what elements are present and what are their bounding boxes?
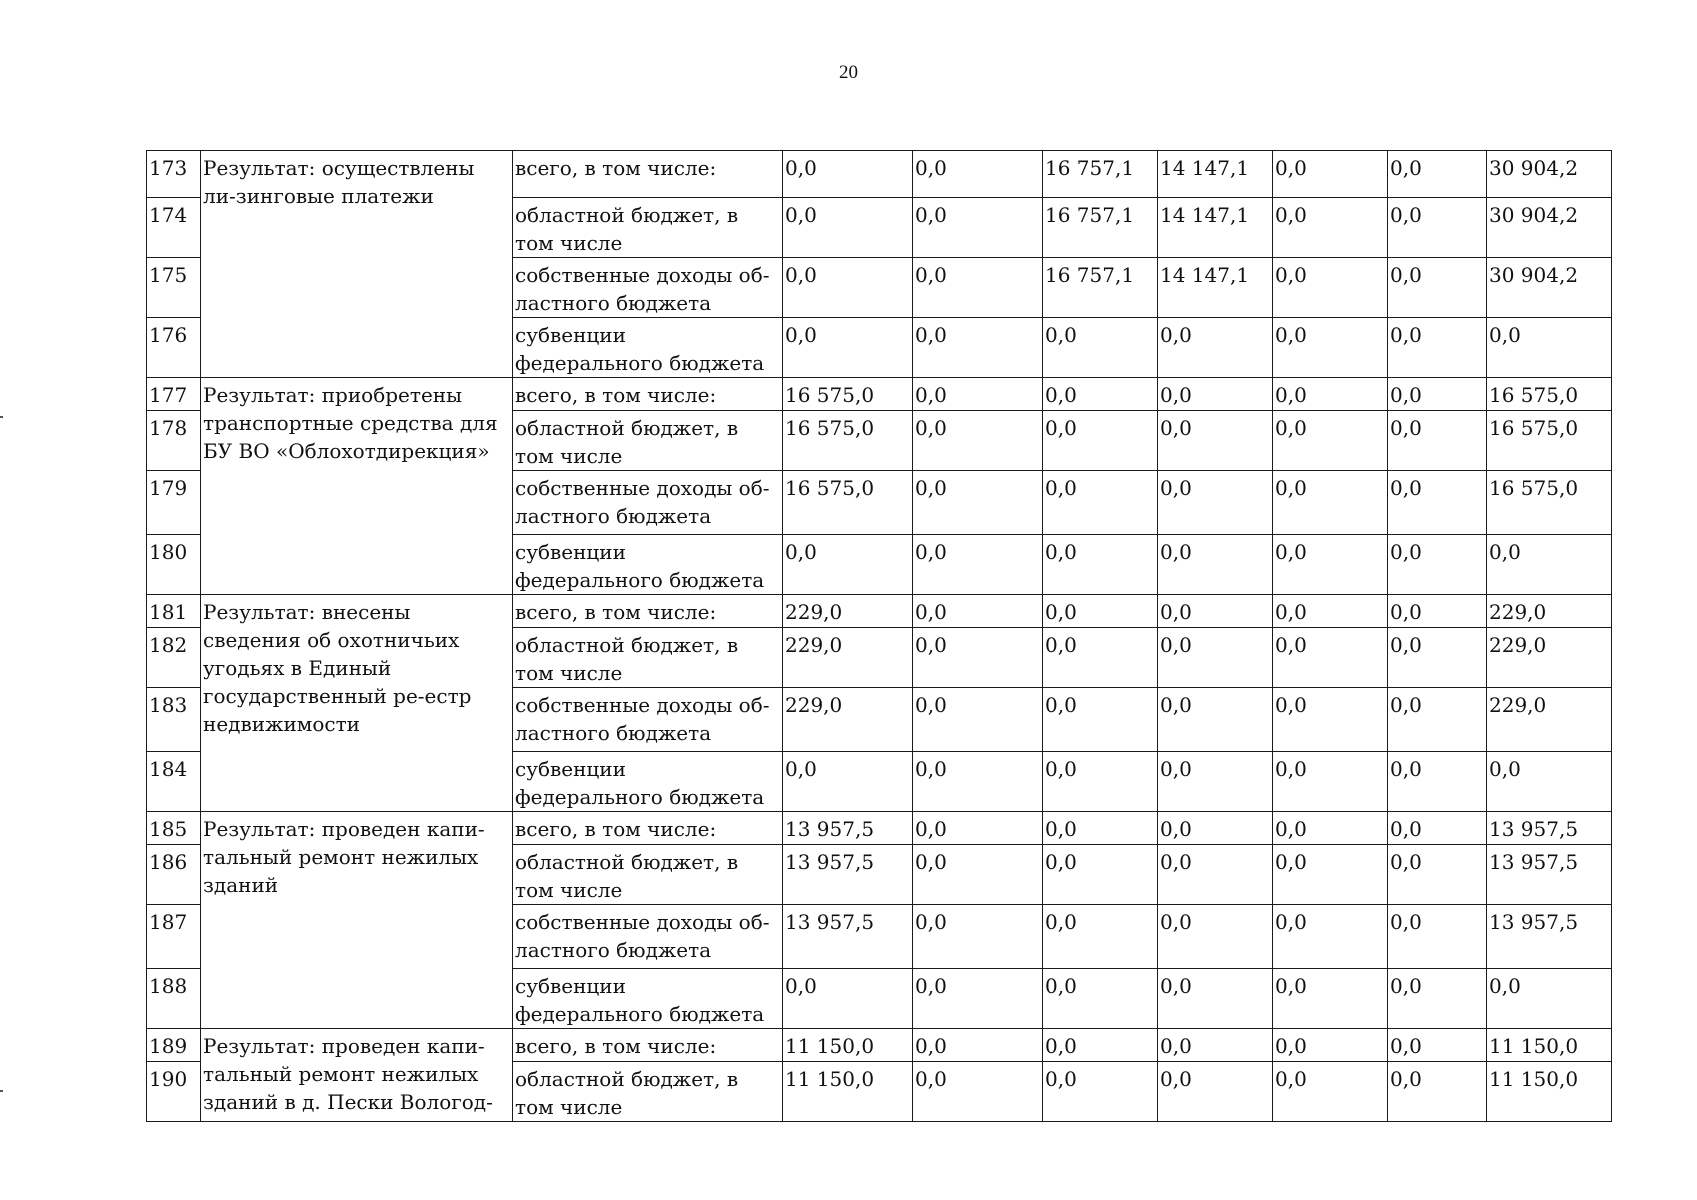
amount-cell: 0,0 bbox=[1388, 752, 1487, 812]
amount-cell: 0,0 bbox=[1043, 905, 1158, 969]
amount-cell: 0,0 bbox=[1043, 1029, 1158, 1062]
row-number: 190 bbox=[147, 1062, 201, 1122]
amount-cell: 0,0 bbox=[1043, 752, 1158, 812]
amount-cell: 0,0 bbox=[1273, 151, 1388, 198]
amount-cell: 16 575,0 bbox=[1487, 411, 1612, 471]
amount-cell: 16 575,0 bbox=[1487, 378, 1612, 411]
amount-cell: 0,0 bbox=[913, 845, 1043, 905]
amount-cell: 16 575,0 bbox=[783, 471, 913, 535]
row-number: 181 bbox=[147, 595, 201, 628]
amount-cell: 0,0 bbox=[1158, 969, 1273, 1029]
amount-cell: 0,0 bbox=[1273, 1029, 1388, 1062]
amount-cell: 0,0 bbox=[913, 628, 1043, 688]
amount-cell: 229,0 bbox=[1487, 595, 1612, 628]
amount-cell: 0,0 bbox=[1158, 595, 1273, 628]
amount-cell: 11 150,0 bbox=[783, 1062, 913, 1122]
amount-cell: 0,0 bbox=[1388, 151, 1487, 198]
funding-source: субвенции федерального бюджета bbox=[513, 969, 783, 1029]
table-row bbox=[147, 812, 1612, 845]
amount-cell: 0,0 bbox=[1273, 628, 1388, 688]
funding-source: собственные доходы об-ластного бюджета bbox=[513, 258, 783, 318]
row-number: 184 bbox=[147, 752, 201, 812]
row-number: 182 bbox=[147, 628, 201, 688]
amount-cell: 0,0 bbox=[1043, 628, 1158, 688]
result-description: Результат: проведен капи-тальный ремонт нежилых зданий bbox=[201, 812, 513, 1029]
amount-cell: 0,0 bbox=[1273, 318, 1388, 378]
amount-cell: 0,0 bbox=[783, 318, 913, 378]
amount-cell: 0,0 bbox=[1487, 969, 1612, 1029]
amount-cell: 13 957,5 bbox=[783, 905, 913, 969]
amount-cell: 14 147,1 bbox=[1158, 151, 1273, 198]
funding-source: субвенции федерального бюджета bbox=[513, 535, 783, 595]
amount-cell: 0,0 bbox=[1388, 471, 1487, 535]
amount-cell: 0,0 bbox=[913, 318, 1043, 378]
amount-cell: 0,0 bbox=[1043, 845, 1158, 905]
amount-cell: 0,0 bbox=[1388, 258, 1487, 318]
amount-cell: 30 904,2 bbox=[1487, 258, 1612, 318]
row-number: 180 bbox=[147, 535, 201, 595]
amount-cell: 0,0 bbox=[783, 752, 913, 812]
funding-source: всего, в том числе: bbox=[513, 378, 783, 411]
amount-cell: 0,0 bbox=[1043, 471, 1158, 535]
amount-cell: 0,0 bbox=[1388, 905, 1487, 969]
amount-cell: 229,0 bbox=[1487, 688, 1612, 752]
amount-cell: 0,0 bbox=[913, 258, 1043, 318]
amount-cell: 0,0 bbox=[1158, 411, 1273, 471]
funding-source: областной бюджет, в том числе bbox=[513, 411, 783, 471]
funding-source: всего, в том числе: bbox=[513, 595, 783, 628]
funding-source: всего, в том числе: bbox=[513, 1029, 783, 1062]
row-number: 176 bbox=[147, 318, 201, 378]
amount-cell: 0,0 bbox=[1273, 969, 1388, 1029]
row-number: 177 bbox=[147, 378, 201, 411]
amount-cell: 0,0 bbox=[1388, 535, 1487, 595]
amount-cell: 0,0 bbox=[1487, 752, 1612, 812]
result-description: Результат: внесены сведения об охотничьих угодьях в Единый государственный ре-естр недвижимости bbox=[201, 595, 513, 812]
amount-cell: 13 957,5 bbox=[783, 845, 913, 905]
funding-source: собственные доходы об-ластного бюджета bbox=[513, 905, 783, 969]
row-number: 185 bbox=[147, 812, 201, 845]
table-row bbox=[147, 595, 1612, 628]
row-number: 188 bbox=[147, 969, 201, 1029]
amount-cell: 229,0 bbox=[1487, 628, 1612, 688]
amount-cell: 11 150,0 bbox=[1487, 1029, 1612, 1062]
amount-cell: 0,0 bbox=[1388, 411, 1487, 471]
result-description: Результат: осуществлены ли-зинговые платежи bbox=[201, 151, 513, 378]
row-number: 183 bbox=[147, 688, 201, 752]
margin-mark bbox=[0, 416, 3, 418]
amount-cell: 0,0 bbox=[1158, 845, 1273, 905]
page-number: 20 bbox=[839, 62, 858, 83]
amount-cell: 0,0 bbox=[1388, 378, 1487, 411]
funding-source: всего, в том числе: bbox=[513, 151, 783, 198]
amount-cell: 13 957,5 bbox=[783, 812, 913, 845]
amount-cell: 229,0 bbox=[783, 628, 913, 688]
amount-cell: 0,0 bbox=[1158, 471, 1273, 535]
amount-cell: 0,0 bbox=[1388, 1062, 1487, 1122]
amount-cell: 11 150,0 bbox=[1487, 1062, 1612, 1122]
amount-cell: 16 757,1 bbox=[1043, 258, 1158, 318]
amount-cell: 0,0 bbox=[1273, 1062, 1388, 1122]
amount-cell: 0,0 bbox=[913, 1029, 1043, 1062]
amount-cell: 0,0 bbox=[1043, 595, 1158, 628]
amount-cell: 14 147,1 bbox=[1158, 198, 1273, 258]
amount-cell: 0,0 bbox=[1273, 535, 1388, 595]
amount-cell: 229,0 bbox=[783, 688, 913, 752]
amount-cell: 0,0 bbox=[1273, 812, 1388, 845]
amount-cell: 0,0 bbox=[1388, 595, 1487, 628]
amount-cell: 0,0 bbox=[1043, 1062, 1158, 1122]
amount-cell: 0,0 bbox=[913, 905, 1043, 969]
amount-cell: 0,0 bbox=[913, 151, 1043, 198]
amount-cell: 0,0 bbox=[913, 535, 1043, 595]
budget-table bbox=[146, 150, 1612, 1122]
amount-cell: 0,0 bbox=[1273, 258, 1388, 318]
amount-cell: 0,0 bbox=[783, 969, 913, 1029]
amount-cell: 0,0 bbox=[1388, 688, 1487, 752]
amount-cell: 16 757,1 bbox=[1043, 198, 1158, 258]
amount-cell: 0,0 bbox=[1273, 411, 1388, 471]
row-number: 186 bbox=[147, 845, 201, 905]
amount-cell: 0,0 bbox=[1273, 378, 1388, 411]
amount-cell: 0,0 bbox=[1043, 535, 1158, 595]
amount-cell: 0,0 bbox=[1388, 969, 1487, 1029]
amount-cell: 14 147,1 bbox=[1158, 258, 1273, 318]
amount-cell: 0,0 bbox=[1043, 378, 1158, 411]
amount-cell: 229,0 bbox=[783, 595, 913, 628]
table-body bbox=[147, 151, 1612, 1122]
result-description: Результат: приобретены транспортные средства для БУ ВО «Облохотдирекция» bbox=[201, 378, 513, 595]
funding-source: собственные доходы об-ластного бюджета bbox=[513, 471, 783, 535]
amount-cell: 16 575,0 bbox=[783, 411, 913, 471]
table-row bbox=[147, 1029, 1612, 1062]
funding-source: областной бюджет, в том числе bbox=[513, 628, 783, 688]
amount-cell: 0,0 bbox=[913, 969, 1043, 1029]
amount-cell: 0,0 bbox=[913, 688, 1043, 752]
row-number: 187 bbox=[147, 905, 201, 969]
funding-source: областной бюджет, в том числе bbox=[513, 845, 783, 905]
amount-cell: 0,0 bbox=[783, 198, 913, 258]
result-description: Результат: проведен капи-тальный ремонт нежилых зданий в д. Пески Вологод- bbox=[201, 1029, 513, 1122]
amount-cell: 30 904,2 bbox=[1487, 151, 1612, 198]
row-number: 189 bbox=[147, 1029, 201, 1062]
amount-cell: 0,0 bbox=[913, 752, 1043, 812]
amount-cell: 30 904,2 bbox=[1487, 198, 1612, 258]
amount-cell: 0,0 bbox=[1043, 688, 1158, 752]
amount-cell: 0,0 bbox=[1388, 198, 1487, 258]
amount-cell: 0,0 bbox=[1158, 628, 1273, 688]
row-number: 173 bbox=[147, 151, 201, 198]
amount-cell: 0,0 bbox=[913, 378, 1043, 411]
table-row bbox=[147, 378, 1612, 411]
row-number: 179 bbox=[147, 471, 201, 535]
amount-cell: 16 757,1 bbox=[1043, 151, 1158, 198]
amount-cell: 16 575,0 bbox=[1487, 471, 1612, 535]
row-number: 174 bbox=[147, 198, 201, 258]
amount-cell: 0,0 bbox=[1043, 812, 1158, 845]
amount-cell: 0,0 bbox=[1388, 628, 1487, 688]
row-number: 175 bbox=[147, 258, 201, 318]
amount-cell: 0,0 bbox=[1158, 812, 1273, 845]
amount-cell: 0,0 bbox=[913, 1062, 1043, 1122]
amount-cell: 0,0 bbox=[1273, 905, 1388, 969]
funding-source: субвенции федерального бюджета bbox=[513, 318, 783, 378]
amount-cell: 0,0 bbox=[913, 595, 1043, 628]
funding-source: субвенции федерального бюджета bbox=[513, 752, 783, 812]
amount-cell: 0,0 bbox=[1273, 845, 1388, 905]
amount-cell: 0,0 bbox=[783, 151, 913, 198]
amount-cell: 13 957,5 bbox=[1487, 905, 1612, 969]
amount-cell: 13 957,5 bbox=[1487, 812, 1612, 845]
amount-cell: 0,0 bbox=[1273, 595, 1388, 628]
amount-cell: 0,0 bbox=[1273, 471, 1388, 535]
amount-cell: 0,0 bbox=[1487, 535, 1612, 595]
amount-cell: 0,0 bbox=[1388, 318, 1487, 378]
amount-cell: 0,0 bbox=[1388, 845, 1487, 905]
amount-cell: 0,0 bbox=[913, 471, 1043, 535]
funding-source: собственные доходы об-ластного бюджета bbox=[513, 688, 783, 752]
amount-cell: 0,0 bbox=[1158, 378, 1273, 411]
amount-cell: 0,0 bbox=[1043, 411, 1158, 471]
amount-cell: 0,0 bbox=[1388, 1029, 1487, 1062]
table-row bbox=[147, 151, 1612, 198]
funding-source: областной бюджет, в том числе bbox=[513, 1062, 783, 1122]
amount-cell: 0,0 bbox=[1273, 198, 1388, 258]
amount-cell: 0,0 bbox=[1388, 812, 1487, 845]
amount-cell: 0,0 bbox=[1158, 752, 1273, 812]
amount-cell: 0,0 bbox=[783, 535, 913, 595]
amount-cell: 0,0 bbox=[1487, 318, 1612, 378]
amount-cell: 0,0 bbox=[1158, 1029, 1273, 1062]
amount-cell: 0,0 bbox=[1273, 688, 1388, 752]
amount-cell: 0,0 bbox=[1158, 905, 1273, 969]
amount-cell: 0,0 bbox=[1158, 688, 1273, 752]
amount-cell: 0,0 bbox=[913, 812, 1043, 845]
amount-cell: 0,0 bbox=[1043, 969, 1158, 1029]
amount-cell: 0,0 bbox=[1158, 1062, 1273, 1122]
amount-cell: 13 957,5 bbox=[1487, 845, 1612, 905]
amount-cell: 0,0 bbox=[1158, 535, 1273, 595]
amount-cell: 0,0 bbox=[1158, 318, 1273, 378]
amount-cell: 0,0 bbox=[1273, 752, 1388, 812]
amount-cell: 0,0 bbox=[913, 411, 1043, 471]
amount-cell: 11 150,0 bbox=[783, 1029, 913, 1062]
margin-mark bbox=[0, 1090, 3, 1092]
amount-cell: 16 575,0 bbox=[783, 378, 913, 411]
funding-source: областной бюджет, в том числе bbox=[513, 198, 783, 258]
funding-source: всего, в том числе: bbox=[513, 812, 783, 845]
amount-cell: 0,0 bbox=[1043, 318, 1158, 378]
amount-cell: 0,0 bbox=[913, 198, 1043, 258]
amount-cell: 0,0 bbox=[783, 258, 913, 318]
row-number: 178 bbox=[147, 411, 201, 471]
